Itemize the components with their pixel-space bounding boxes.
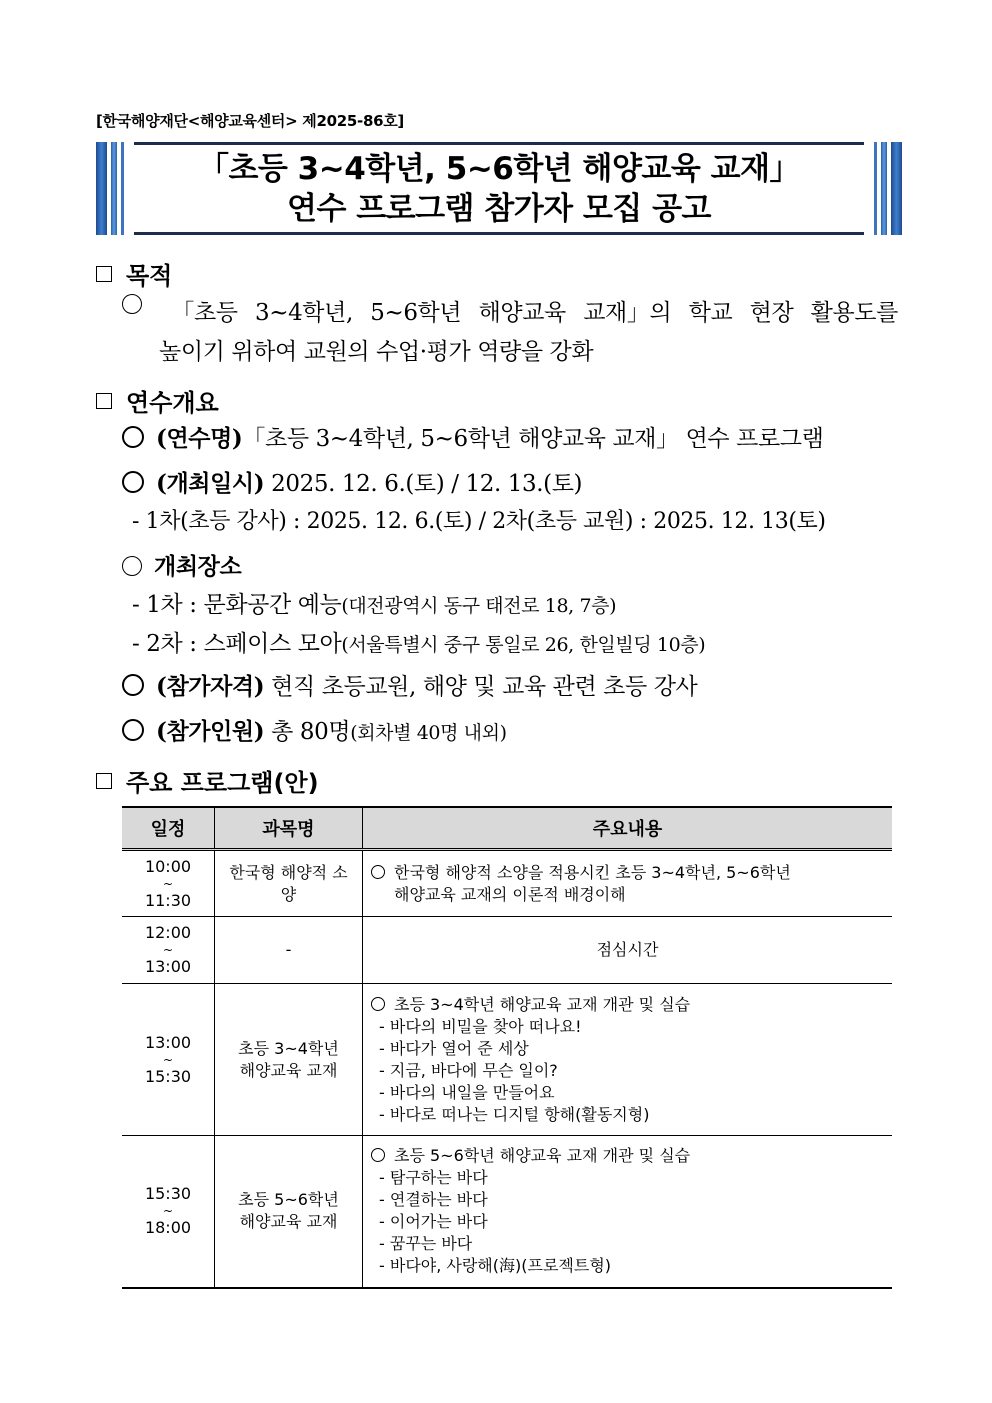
- overview-venue-2: - 2차 : 스페이스 모아(서울특별시 중구 통일로 26, 한일빌딩 10층): [132, 631, 706, 657]
- table-row: [122, 984, 892, 1136]
- list-item: - 바다야, 사랑해(海)(프로젝트형): [379, 1256, 612, 1276]
- subject-cell: -: [215, 917, 363, 984]
- title-decoration-right: [874, 142, 902, 235]
- content-cell: 한국형 해양적 소양을 적용시킨 초등 3~4학년, 5~6학년 해양교육 교재의 이론적 배경이해: [363, 850, 893, 917]
- header-schedule: 일정: [122, 807, 215, 850]
- schedule-cell: 10:00 ~ 11:30: [122, 850, 215, 917]
- circle-bullet-icon: [371, 997, 385, 1011]
- subject-cell: 초등 5~6학년 해양교육 교재: [215, 1136, 363, 1288]
- list-item: - 바다가 열어 준 세상: [379, 1038, 529, 1058]
- subject-cell: 한국형 해양적 소양: [215, 850, 363, 917]
- overview-venue-1: - 1차 : 문화공간 예능(대전광역시 동구 태전로 18, 7층): [132, 592, 617, 618]
- circle-bullet-icon: [371, 1148, 385, 1162]
- list-item: - 이어가는 바다: [379, 1212, 488, 1232]
- list-item: - 탐구하는 바다: [379, 1168, 488, 1188]
- title-line-1: 「초등 3~4학년, 5~6학년 해양교육 교재」: [197, 150, 801, 187]
- document-number: [한국해양재단<해양교육센터> 제2025-86호]: [96, 112, 404, 130]
- overview-qualification: (참가자격) 현직 초등교원, 해양 및 교육 관련 초등 강사: [122, 668, 697, 701]
- square-bullet-icon: [96, 393, 112, 409]
- list-item: - 지금, 바다에 무슨 일이?: [379, 1060, 558, 1080]
- square-bullet-icon: [96, 773, 112, 789]
- square-bullet-icon: [96, 266, 112, 282]
- table-row: [122, 850, 892, 917]
- circle-bullet-icon: [122, 471, 144, 493]
- section-purpose-heading: 목적: [96, 256, 172, 291]
- overview-date-detail: - 1차(초등 강사) : 2025. 12. 6.(토) / 2차(초등 교원) : 2025. 12. 13(토): [132, 509, 826, 534]
- schedule-cell: 12:00 ~ 13:00: [122, 917, 215, 984]
- section-program-heading: 주요 프로그램(안): [96, 763, 319, 798]
- circle-bullet-icon: [122, 426, 144, 448]
- header-subject: 과목명: [215, 807, 363, 850]
- overview-name: (연수명)「초등 3~4학년, 5~6학년 해양교육 교재」 연수 프로그램: [122, 420, 823, 453]
- purpose-line-1: 「초등 3~4학년, 5~6학년 해양교육 교재」의 학교 현장 활용도를: [122, 294, 898, 327]
- list-item: - 꿈꾸는 바다: [379, 1234, 473, 1254]
- header-content: 주요내용: [363, 807, 893, 850]
- section-overview-heading: 연수개요: [96, 383, 219, 418]
- circle-bullet-icon: [122, 719, 144, 741]
- overview-venue-label: 개최장소: [122, 548, 241, 581]
- schedule-cell: 13:00 ~ 15:30: [122, 984, 215, 1136]
- table-header-row: [122, 807, 892, 850]
- title-line-2: 연수 프로그램 참가자 모집 공고: [287, 190, 711, 227]
- content-cell: 점심시간: [363, 917, 893, 984]
- purpose-line-2: 높이기 위하여 교원의 수업·평가 역량을 강화: [159, 339, 594, 365]
- title-banner: [96, 142, 902, 235]
- list-item: - 연결하는 바다: [379, 1190, 488, 1210]
- circle-bullet-icon: [122, 294, 142, 314]
- overview-date: (개최일시) 2025. 12. 6.(토) / 12. 13.(토): [122, 465, 582, 498]
- circle-bullet-icon: [122, 674, 144, 696]
- table-row: [122, 1136, 892, 1288]
- overview-participants: (참가인원) 총 80명(회차별 40명 내외): [122, 713, 507, 746]
- list-item: - 바다의 비밀을 찾아 떠나요!: [379, 1016, 582, 1036]
- content-cell: 초등 3~4학년 해양교육 교재 개관 및 실습 - 바다의 비밀을 찾아 떠나요! - 바다가 열어 준 세상 - 지금, 바다에 무슨 일이? - 바다의 내일을 만들어요 - 바다로 떠나는 디지털 항해(활동지형): [363, 984, 893, 1136]
- list-item: - 바다의 내일을 만들어요: [379, 1082, 555, 1102]
- schedule-cell: 15:30 ~ 18:00: [122, 1136, 215, 1288]
- table-row: [122, 917, 892, 984]
- title-decoration-left: [96, 142, 124, 235]
- program-table: [122, 806, 892, 1289]
- content-cell: 초등 5~6학년 해양교육 교재 개관 및 실습 - 탐구하는 바다 - 연결하는 바다 - 이어가는 바다 - 꿈꾸는 바다 - 바다야, 사랑해(海)(프로젝트형): [363, 1136, 893, 1288]
- list-item: - 바다로 떠나는 디지털 항해(활동지형): [379, 1104, 650, 1124]
- circle-bullet-icon: [122, 556, 142, 576]
- circle-bullet-icon: [371, 865, 385, 879]
- subject-cell: 초등 3~4학년 해양교육 교재: [215, 984, 363, 1136]
